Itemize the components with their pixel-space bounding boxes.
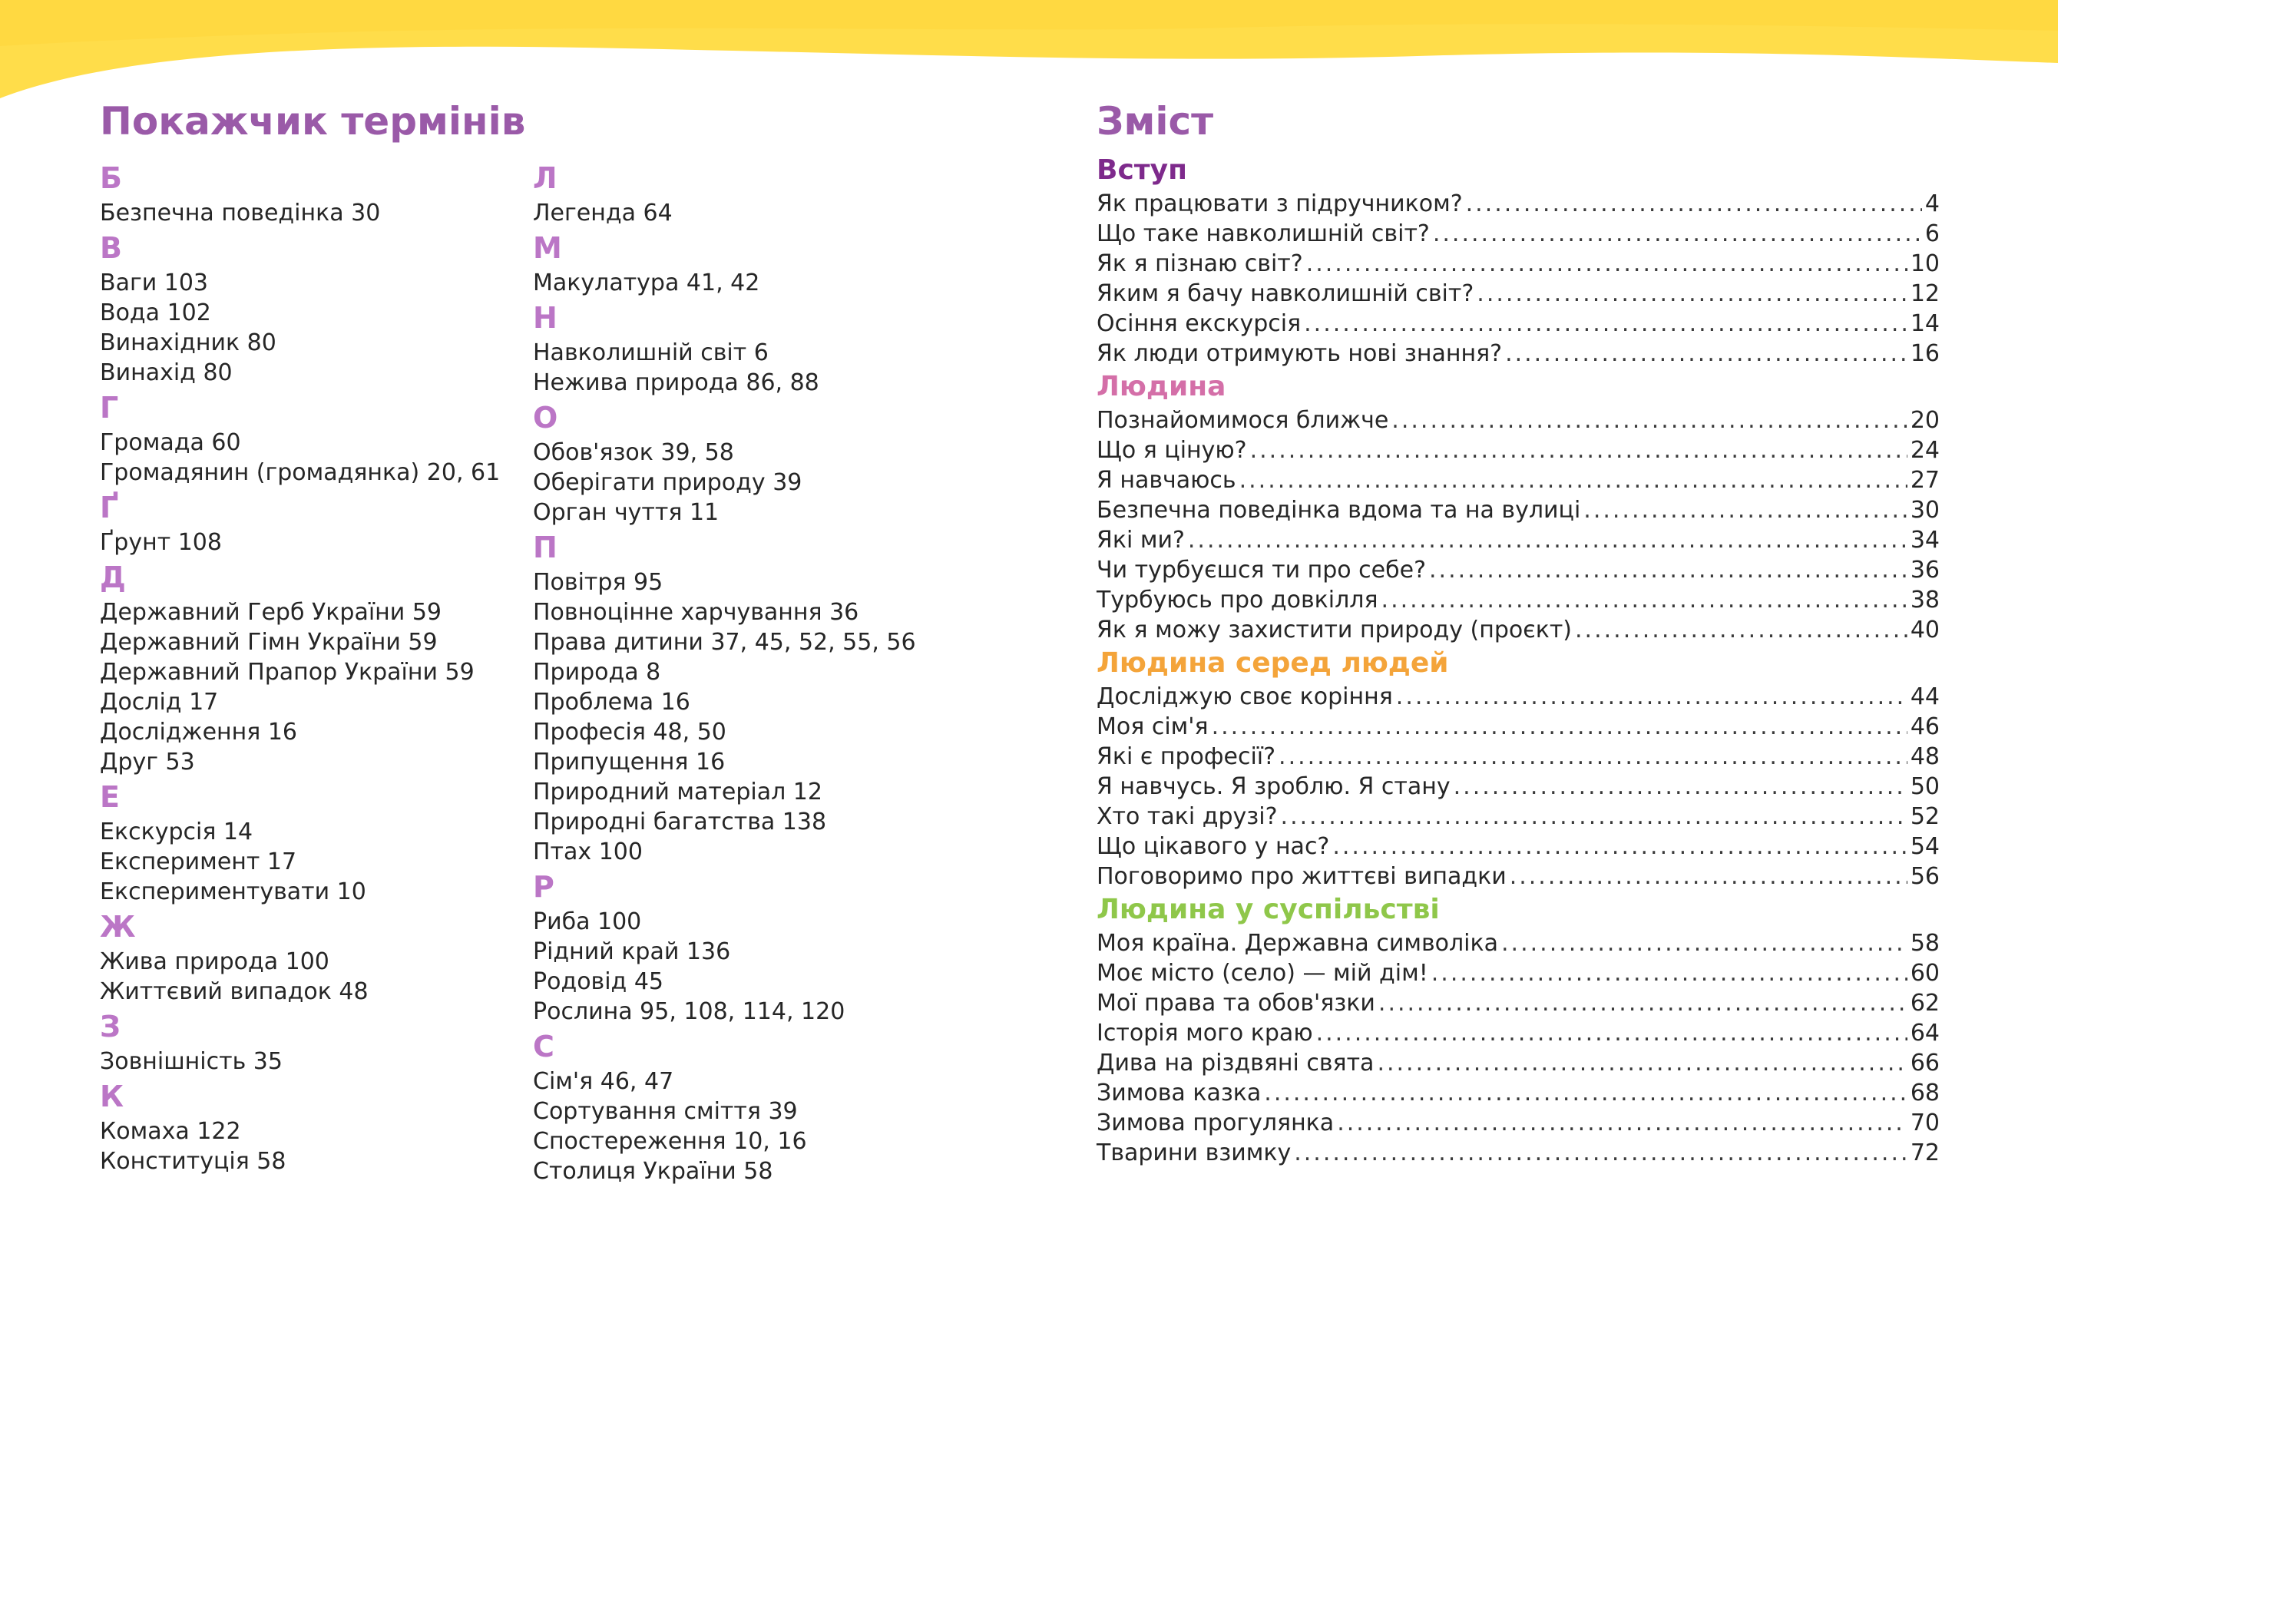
index-term: Макулатура 41, 42 xyxy=(533,270,760,296)
toc-entry xyxy=(1097,862,1940,891)
index-term: Навколишній світ 6 xyxy=(533,339,769,366)
toc-entry xyxy=(1097,1078,1940,1108)
dot-leader xyxy=(1279,742,1907,772)
toc-entry xyxy=(1097,249,1940,279)
toc-entry-page: 44 xyxy=(1910,683,1940,710)
toc-entry xyxy=(1097,772,1940,802)
table-of-contents xyxy=(1097,152,1940,1168)
index-term: Життєвий випадок 48 xyxy=(100,978,369,1005)
toc-entry-title: Турбуюсь про довкілля xyxy=(1097,587,1378,614)
toc-entry-page: 6 xyxy=(1924,220,1940,247)
index-letter: Д xyxy=(100,561,126,594)
toc-entry-page: 72 xyxy=(1910,1139,1940,1166)
dot-leader xyxy=(1306,249,1907,279)
index-term: Експеримент 17 xyxy=(100,848,297,875)
toc-entry-title: Осіння екскурсія xyxy=(1097,310,1302,337)
index-term: Природні багатства 138 xyxy=(533,809,827,835)
index-term: Родовід 45 xyxy=(533,968,664,995)
toc-entry-title: Я навчаюсь xyxy=(1097,467,1236,494)
toc-entry-page: 40 xyxy=(1910,617,1940,643)
toc-entry-title: Як я пізнаю світ? xyxy=(1097,250,1303,277)
index-letter: Л xyxy=(533,161,557,195)
index-term: Повноцінне харчування 36 xyxy=(533,599,859,626)
index-letter: Н xyxy=(533,301,557,335)
toc-entry xyxy=(1097,465,1940,495)
index-letter-group xyxy=(533,867,916,1027)
index-column-left xyxy=(100,158,500,1176)
toc-entry xyxy=(1097,802,1940,832)
index-letter-group xyxy=(100,228,500,388)
toc-entry xyxy=(1097,555,1940,585)
index-letter: К xyxy=(100,1080,124,1113)
index-term: Спостереження 10, 16 xyxy=(533,1128,807,1155)
toc-entry-title: Що я ціную? xyxy=(1097,437,1247,464)
index-term: Сортування сміття 39 xyxy=(533,1098,798,1125)
index-column-right xyxy=(533,158,916,1186)
index-term: Безпечна поведінка 30 xyxy=(100,200,381,227)
toc-entry xyxy=(1097,435,1940,465)
toc-entry-page: 36 xyxy=(1910,557,1940,584)
index-letter-group xyxy=(533,298,916,398)
toc-entry-page: 56 xyxy=(1910,863,1940,890)
index-term: Повітря 95 xyxy=(533,569,663,596)
dot-leader xyxy=(1431,958,1907,988)
toc-entry-title: Моє місто (село) — мій дім! xyxy=(1097,960,1428,987)
toc-entry xyxy=(1097,1138,1940,1168)
index-letter: Ж xyxy=(100,910,136,944)
toc-entry-page: 30 xyxy=(1910,497,1940,524)
index-term: Винахід 80 xyxy=(100,359,233,386)
toc-entry xyxy=(1097,958,1940,988)
toc-entry xyxy=(1097,189,1940,219)
toc-entry xyxy=(1097,1018,1940,1048)
index-term: Професія 48, 50 xyxy=(533,719,726,746)
toc-entry-title: Які є професії? xyxy=(1097,743,1276,770)
dot-leader xyxy=(1304,309,1907,339)
dot-leader xyxy=(1212,712,1907,742)
index-term: Проблема 16 xyxy=(533,689,690,716)
toc-entry xyxy=(1097,928,1940,958)
index-term: Риба 100 xyxy=(533,908,642,935)
dot-leader xyxy=(1433,219,1922,249)
toc-entry xyxy=(1097,712,1940,742)
index-letter: Г xyxy=(100,391,119,425)
dot-leader xyxy=(1294,1138,1907,1168)
dot-leader xyxy=(1477,279,1907,309)
toc-entry-title: Я навчусь. Я зроблю. Я стану xyxy=(1097,773,1451,800)
toc-entry xyxy=(1097,1048,1940,1078)
index-letter: Е xyxy=(100,780,120,814)
index-term: Винахідник 80 xyxy=(100,329,276,356)
toc-entry-page: 16 xyxy=(1910,340,1940,367)
index-letter: Р xyxy=(533,870,554,904)
dot-leader xyxy=(1377,1048,1907,1078)
toc-entry-page: 68 xyxy=(1910,1080,1940,1106)
index-term: Жива природа 100 xyxy=(100,948,329,975)
dot-leader xyxy=(1501,928,1907,958)
index-letter: П xyxy=(533,531,557,564)
dot-leader xyxy=(1378,988,1907,1018)
index-letter-group xyxy=(100,907,500,1007)
toc-entry-title: Як люди отримують нові знання? xyxy=(1097,340,1503,367)
index-letter-group xyxy=(100,1007,500,1077)
dot-leader xyxy=(1505,339,1907,369)
index-term: Природа 8 xyxy=(533,659,661,686)
toc-entry-title: Історія мого краю xyxy=(1097,1020,1313,1047)
toc-entry-page: 66 xyxy=(1910,1050,1940,1077)
index-letter-group xyxy=(533,1027,916,1186)
index-term: Державний Прапор України 59 xyxy=(100,659,475,686)
toc-section-title: Вступ xyxy=(1097,154,1187,186)
index-letter-group xyxy=(100,557,500,777)
toc-entry-title: Моя сім'я xyxy=(1097,713,1209,740)
toc-entry xyxy=(1097,585,1940,615)
toc-entry-title: Яким я бачу навколишній світ? xyxy=(1097,280,1474,307)
dot-leader xyxy=(1583,495,1907,525)
toc-entry-title: Моя країна. Державна символіка xyxy=(1097,930,1499,957)
toc-entry xyxy=(1097,309,1940,339)
toc-entry xyxy=(1097,339,1940,369)
index-letter-group xyxy=(100,777,500,907)
dot-leader xyxy=(1281,802,1907,832)
toc-entry xyxy=(1097,742,1940,772)
dot-leader xyxy=(1466,189,1922,219)
toc-entry xyxy=(1097,832,1940,862)
toc-entry xyxy=(1097,279,1940,309)
dot-leader xyxy=(1575,615,1907,645)
index-term: Оберігати природу 39 xyxy=(533,469,802,496)
toc-entry-title: Познайомимося ближче xyxy=(1097,407,1389,434)
index-term: Друг 53 xyxy=(100,749,195,776)
toc-entry-page: 38 xyxy=(1910,587,1940,614)
index-letter: О xyxy=(533,401,558,435)
index-term: Припущення 16 xyxy=(533,749,726,776)
dot-leader xyxy=(1396,682,1907,712)
index-term: Природний матеріал 12 xyxy=(533,779,822,805)
toc-section-title: Людина серед людей xyxy=(1097,647,1449,679)
dot-leader xyxy=(1239,465,1907,495)
toc-entry-page: 58 xyxy=(1910,930,1940,957)
toc-entry-title: Чи турбуєшся ти про себе? xyxy=(1097,557,1427,584)
toc-entry-page: 34 xyxy=(1910,527,1940,554)
index-letter-group xyxy=(533,528,916,867)
toc-entry-title: Зимова казка xyxy=(1097,1080,1262,1106)
toc-entry xyxy=(1097,682,1940,712)
toc-section-title: Людина xyxy=(1097,371,1226,402)
dot-leader xyxy=(1381,585,1907,615)
dot-leader xyxy=(1510,862,1907,891)
toc-entry-title: Дива на різдвяні свята xyxy=(1097,1050,1375,1077)
index-letter-group xyxy=(100,1077,500,1176)
toc-entry-page: 70 xyxy=(1910,1110,1940,1136)
dot-leader xyxy=(1264,1078,1907,1108)
index-term: Орган чуття 11 xyxy=(533,499,720,526)
index-term: Громадянин (громадянка) 20, 61 xyxy=(100,459,501,486)
toc-entry-page: 50 xyxy=(1910,773,1940,800)
index-term: Дослід 17 xyxy=(100,689,219,716)
toc-entry-page: 12 xyxy=(1910,280,1940,307)
index-letter-group xyxy=(533,398,916,528)
index-term: Дослідження 16 xyxy=(100,719,298,746)
index-letter-group xyxy=(100,388,500,488)
index-letter: С xyxy=(533,1030,554,1063)
toc-entry-title: Безпечна поведінка вдома та на вулиці xyxy=(1097,497,1581,524)
dot-leader xyxy=(1316,1018,1907,1048)
index-letter-group xyxy=(100,488,500,557)
toc-entry-title: Тварини взимку xyxy=(1097,1139,1292,1166)
toc-entry xyxy=(1097,988,1940,1018)
index-term: Столиця України 58 xyxy=(533,1158,773,1185)
toc-entry-page: 54 xyxy=(1910,833,1940,860)
dot-leader xyxy=(1429,555,1907,585)
index-letter: З xyxy=(100,1010,121,1044)
toc-entry-page: 20 xyxy=(1910,407,1940,434)
dot-leader xyxy=(1250,435,1907,465)
toc-entry-page: 48 xyxy=(1910,743,1940,770)
index-term: Вода 102 xyxy=(100,299,211,326)
toc-entry xyxy=(1097,405,1940,435)
index-term: Конституція 58 xyxy=(100,1148,286,1175)
index-letter: М xyxy=(533,231,562,265)
toc-entry-page: 64 xyxy=(1910,1020,1940,1047)
index-term: Зовнішність 35 xyxy=(100,1048,283,1075)
toc-entry-page: 52 xyxy=(1910,803,1940,830)
toc-entry xyxy=(1097,219,1940,249)
toc-entry-page: 4 xyxy=(1924,190,1940,217)
dot-leader xyxy=(1332,832,1907,862)
index-term: Ґрунт 108 xyxy=(100,529,222,556)
index-term: Державний Герб України 59 xyxy=(100,599,442,626)
index-letter: Ґ xyxy=(100,491,119,524)
toc-entry-title: Зимова прогулянка xyxy=(1097,1110,1335,1136)
index-term: Сім'я 46, 47 xyxy=(533,1068,674,1095)
toc-entry-page: 10 xyxy=(1910,250,1940,277)
toc-entry-title: Поговоримо про життєві випадки xyxy=(1097,863,1507,890)
toc-entry-page: 62 xyxy=(1910,990,1940,1017)
toc-entry xyxy=(1097,1108,1940,1138)
index-term: Ваги 103 xyxy=(100,270,209,296)
index-term: Обов'язок 39, 58 xyxy=(533,439,734,466)
toc-entry xyxy=(1097,615,1940,645)
index-term: Рослина 95, 108, 114, 120 xyxy=(533,998,845,1025)
index-term: Рідний край 136 xyxy=(533,938,731,965)
toc-entry-page: 27 xyxy=(1910,467,1940,494)
toc-entry-page: 24 xyxy=(1910,437,1940,464)
toc-entry-title: Мої права та обов'язки xyxy=(1097,990,1375,1017)
yellow-wave-banner xyxy=(0,0,2058,107)
index-letter-group xyxy=(100,158,500,228)
index-term: Державний Гімн України 59 xyxy=(100,629,438,656)
toc-title: Зміст xyxy=(1097,99,1214,144)
index-letter-group xyxy=(533,228,916,298)
index-term: Нежива природа 86, 88 xyxy=(533,369,819,396)
toc-entry xyxy=(1097,495,1940,525)
index-term: Птах 100 xyxy=(533,838,643,865)
toc-entry-title: Що цікавого у нас? xyxy=(1097,833,1330,860)
toc-entry-title: Як я можу захистити природу (проєкт) xyxy=(1097,617,1573,643)
toc-entry-title: Які ми? xyxy=(1097,527,1185,554)
index-term: Права дитини 37, 45, 52, 55, 56 xyxy=(533,629,916,656)
index-term: Екскурсія 14 xyxy=(100,819,253,845)
dot-leader xyxy=(1391,405,1907,435)
toc-entry xyxy=(1097,525,1940,555)
toc-entry-title: Досліджую своє коріння xyxy=(1097,683,1393,710)
dot-leader xyxy=(1454,772,1907,802)
index-letter: Б xyxy=(100,161,122,195)
toc-entry-title: Що таке навколишній світ? xyxy=(1097,220,1430,247)
toc-entry-title: Хто такі друзі? xyxy=(1097,803,1278,830)
index-letter: В xyxy=(100,231,122,265)
index-letter-group xyxy=(533,158,916,228)
dot-leader xyxy=(1337,1108,1907,1138)
index-title: Покажчик термінів xyxy=(100,99,526,144)
dot-leader xyxy=(1188,525,1907,555)
toc-entry-page: 46 xyxy=(1910,713,1940,740)
toc-entry-title: Як працювати з підручником? xyxy=(1097,190,1463,217)
toc-section-title: Людина у суспільстві xyxy=(1097,894,1440,925)
index-term: Легенда 64 xyxy=(533,200,673,227)
toc-entry-page: 60 xyxy=(1910,960,1940,987)
index-term: Громада 60 xyxy=(100,429,241,456)
index-term: Експериментувати 10 xyxy=(100,878,366,905)
toc-entry-page: 14 xyxy=(1910,310,1940,337)
index-term: Комаха 122 xyxy=(100,1118,241,1145)
